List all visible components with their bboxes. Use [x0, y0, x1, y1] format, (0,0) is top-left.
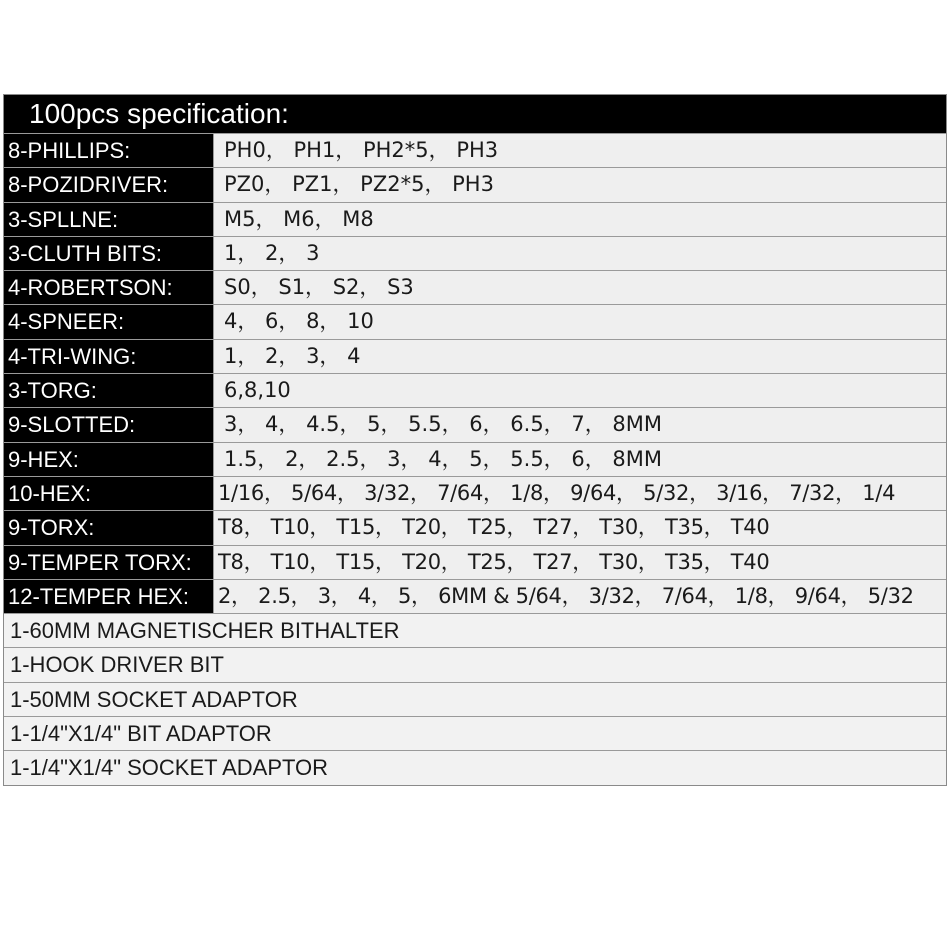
spec-row-spanner	[4, 304, 946, 338]
spec-label: 8-POZIDRIVER:	[4, 168, 213, 201]
extra-item: 1-1/4"X1/4" SOCKET ADAPTOR	[4, 751, 946, 784]
spec-value: 3， 4， 4.5， 5， 5.5， 6， 6.5， 7， 8MM	[213, 408, 946, 441]
spec-value: 1/16， 5/64， 3/32， 7/64， 1/8， 9/64， 5/32， 3/16， 7/32， 1/4	[213, 477, 946, 510]
extra-item: 1-60MM MAGNETISCHER BITHALTER	[4, 614, 946, 647]
extra-row-socket-adaptor-50mm	[4, 682, 946, 716]
spec-label: 9-HEX:	[4, 443, 213, 476]
spec-value: 1， 2， 3， 4	[213, 340, 946, 373]
spec-label: 4-ROBERTSON:	[4, 271, 213, 304]
spec-label: 3-CLUTH BITS:	[4, 237, 213, 270]
table-title: 100pcs specification:	[4, 95, 946, 133]
spec-value: S0， S1， S2， S3	[213, 271, 946, 304]
spec-value: M5， M6， M8	[213, 203, 946, 236]
spec-row-clutch-bits	[4, 236, 946, 270]
spec-row-phillips	[4, 133, 946, 167]
spec-label: 4-TRI-WING:	[4, 340, 213, 373]
extra-item: 1-50MM SOCKET ADAPTOR	[4, 683, 946, 716]
extra-row-bit-holder	[4, 613, 946, 647]
spec-value: 6,8,10	[213, 374, 946, 407]
spec-value: PH0， PH1， PH2*5， PH3	[213, 134, 946, 167]
spec-value: 1， 2， 3	[213, 237, 946, 270]
extra-item: 1-HOOK DRIVER BIT	[4, 648, 946, 681]
spec-row-slotted	[4, 407, 946, 441]
spec-row-temper-hex	[4, 579, 946, 613]
spec-value: 4， 6， 8， 10	[213, 305, 946, 338]
spec-row-hex-metric	[4, 442, 946, 476]
spec-label: 9-SLOTTED:	[4, 408, 213, 441]
spec-row-torq	[4, 373, 946, 407]
spec-value: T8， T10， T15， T20， T25， T27， T30， T35， T40	[213, 511, 946, 544]
specification-table	[3, 94, 947, 786]
extra-row-bit-adaptor	[4, 716, 946, 750]
spec-value: PZ0， PZ1， PZ2*5， PH3	[213, 168, 946, 201]
spec-label: 3-SPLLNE:	[4, 203, 213, 236]
spec-value: 2， 2.5， 3， 4， 5， 6MM & 5/64， 3/32， 7/64， 1/8， 9/64， 5/32	[213, 580, 946, 613]
spec-label: 9-TORX:	[4, 511, 213, 544]
spec-label: 4-SPNEER:	[4, 305, 213, 338]
spec-row-tri-wing	[4, 339, 946, 373]
extra-row-socket-adaptor	[4, 750, 946, 784]
spec-value: T8， T10， T15， T20， T25， T27， T30， T35， T40	[213, 546, 946, 579]
extra-row-hook-driver	[4, 647, 946, 681]
spec-row-torx	[4, 510, 946, 544]
spec-row-robertson	[4, 270, 946, 304]
spec-row-hex-imperial	[4, 476, 946, 510]
spec-label: 3-TORG:	[4, 374, 213, 407]
spec-label: 10-HEX:	[4, 477, 213, 510]
spec-label: 8-PHILLIPS:	[4, 134, 213, 167]
extra-item: 1-1/4"X1/4" BIT ADAPTOR	[4, 717, 946, 750]
spec-label: 9-TEMPER TORX:	[4, 546, 213, 579]
spec-row-spline	[4, 202, 946, 236]
spec-value: 1.5， 2， 2.5， 3， 4， 5， 5.5， 6， 8MM	[213, 443, 946, 476]
spec-label: 12-TEMPER HEX:	[4, 580, 213, 613]
spec-row-temper-torx	[4, 545, 946, 579]
spec-row-pozidriver	[4, 167, 946, 201]
